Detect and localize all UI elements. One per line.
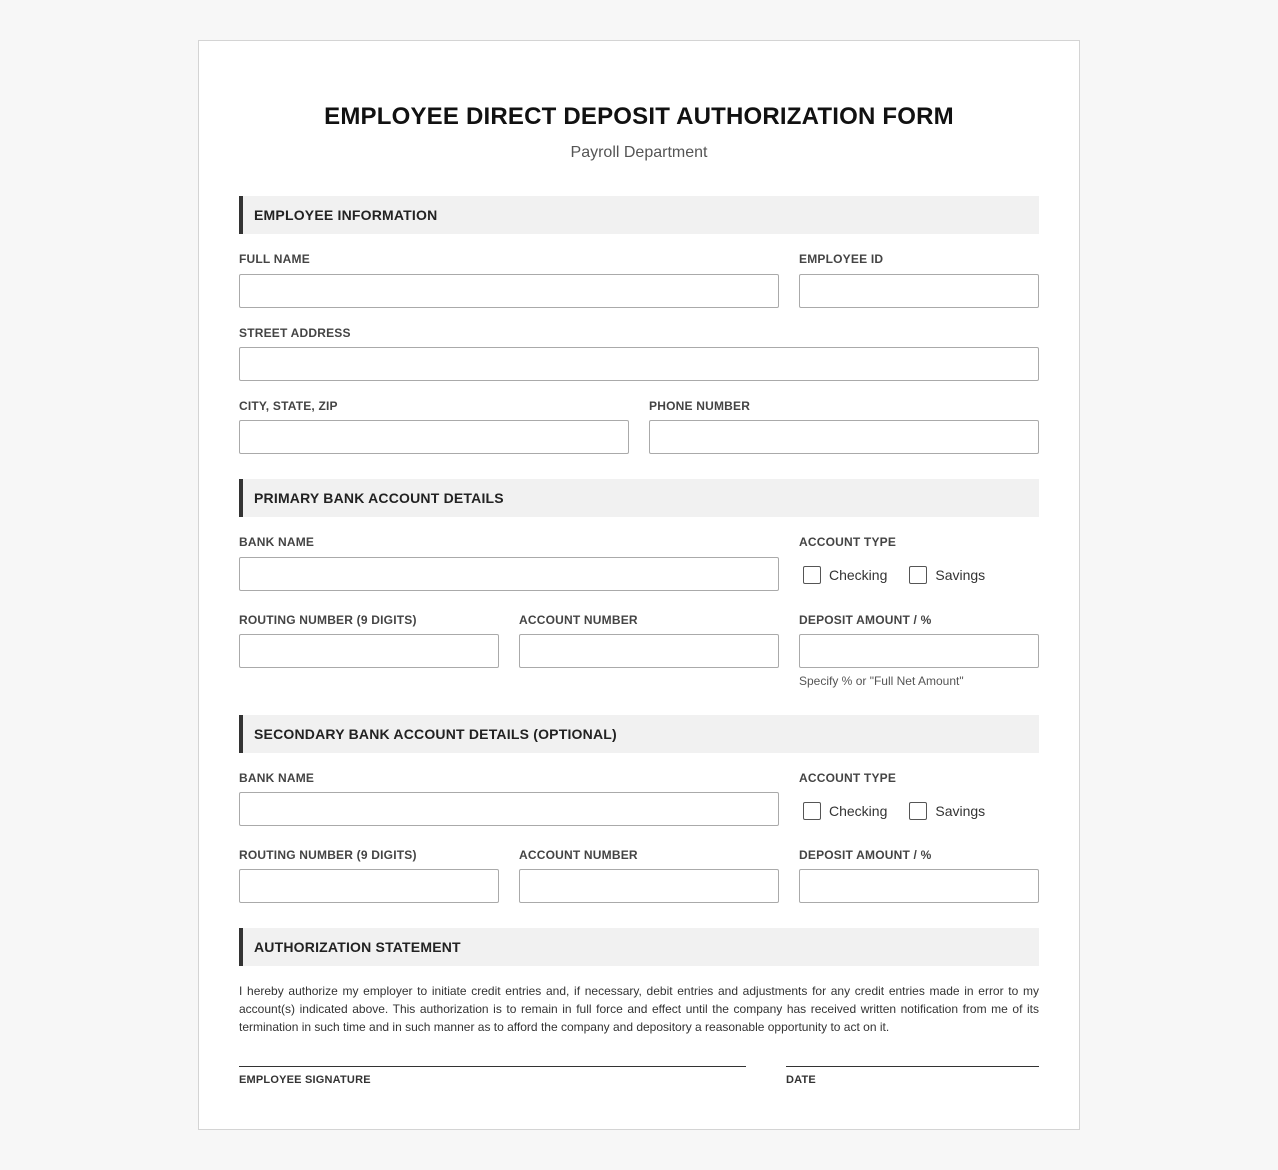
primary-checking-checkbox[interactable]: [803, 566, 821, 584]
secondary-routing-label: ROUTING NUMBER (9 DIGITS): [239, 848, 417, 862]
form-title: EMPLOYEE DIRECT DEPOSIT AUTHORIZATION FORM: [324, 103, 954, 130]
primary-account-type-label: ACCOUNT TYPE: [799, 535, 897, 549]
primary-savings-label: Savings: [935, 567, 986, 583]
section-header-primary-bank: PRIMARY BANK ACCOUNT DETAILS: [239, 479, 1039, 517]
primary-savings-checkbox[interactable]: [909, 566, 927, 584]
primary-bank-name-input[interactable]: [239, 557, 779, 591]
section-header-secondary-bank: SECONDARY BANK ACCOUNT DETAILS (OPTIONAL): [239, 715, 1039, 753]
employee-id-label: EMPLOYEE ID: [799, 252, 884, 266]
secondary-checking-label: Checking: [829, 803, 888, 819]
primary-deposit-amount-label: DEPOSIT AMOUNT / %: [799, 613, 932, 627]
secondary-account-number-label: ACCOUNT NUMBER: [519, 848, 638, 862]
full-name-label: FULL NAME: [239, 252, 310, 266]
city-state-zip-input[interactable]: [239, 420, 629, 454]
city-state-zip-label: CITY, STATE, ZIP: [239, 399, 338, 413]
secondary-routing-input[interactable]: [239, 869, 499, 903]
primary-savings-option[interactable]: [905, 566, 985, 584]
secondary-account-type-options: [799, 802, 1003, 820]
secondary-bank-name-label: BANK NAME: [239, 771, 315, 785]
primary-account-number-label: ACCOUNT NUMBER: [519, 613, 638, 627]
date-line[interactable]: [786, 1066, 1039, 1067]
primary-deposit-amount-input[interactable]: [799, 634, 1039, 668]
date-label: DATE: [786, 1074, 816, 1086]
secondary-account-type-label: ACCOUNT TYPE: [799, 771, 897, 785]
signature-label: EMPLOYEE SIGNATURE: [239, 1074, 371, 1086]
secondary-savings-option[interactable]: [905, 802, 985, 820]
primary-account-number-input[interactable]: [519, 634, 779, 668]
street-address-label: STREET ADDRESS: [239, 326, 351, 340]
secondary-deposit-amount-input[interactable]: [799, 869, 1039, 903]
secondary-checking-option[interactable]: [799, 802, 887, 820]
section-header-authorization: AUTHORIZATION STATEMENT: [239, 928, 1039, 966]
section-header-employee-information: EMPLOYEE INFORMATION: [239, 196, 1039, 234]
secondary-account-number-input[interactable]: [519, 869, 779, 903]
authorization-statement-text: I hereby authorize my employer to initiate credit entries and, if necessary, debit entries and adjustments for any credit entries made in error to my account(s) indicated above. This authorization is to remain in full force and effect until the company has received written notification from me of its termination in such time and in such manner as to afford the company and depository a reasonable opportunity to act on it.: [239, 984, 1039, 1034]
primary-checking-option[interactable]: [799, 566, 887, 584]
primary-bank-name-label: BANK NAME: [239, 535, 315, 549]
employee-id-input[interactable]: [799, 274, 1039, 308]
form-subtitle: Payroll Department: [570, 144, 708, 161]
secondary-bank-name-input[interactable]: [239, 792, 779, 826]
primary-account-type-options: [799, 566, 1003, 584]
full-name-input[interactable]: [239, 274, 779, 308]
primary-checking-label: Checking: [829, 567, 888, 583]
primary-deposit-hint: Specify % or "Full Net Amount": [799, 674, 964, 688]
signature-line[interactable]: [239, 1066, 746, 1067]
secondary-savings-checkbox[interactable]: [909, 802, 927, 820]
secondary-deposit-amount-label: DEPOSIT AMOUNT / %: [799, 848, 932, 862]
form-sheet: [198, 40, 1080, 1130]
secondary-checking-checkbox[interactable]: [803, 802, 821, 820]
secondary-savings-label: Savings: [935, 803, 986, 819]
primary-routing-label: ROUTING NUMBER (9 DIGITS): [239, 613, 417, 627]
phone-number-input[interactable]: [649, 420, 1039, 454]
phone-number-label: PHONE NUMBER: [649, 399, 751, 413]
street-address-input[interactable]: [239, 347, 1039, 381]
primary-routing-input[interactable]: [239, 634, 499, 668]
